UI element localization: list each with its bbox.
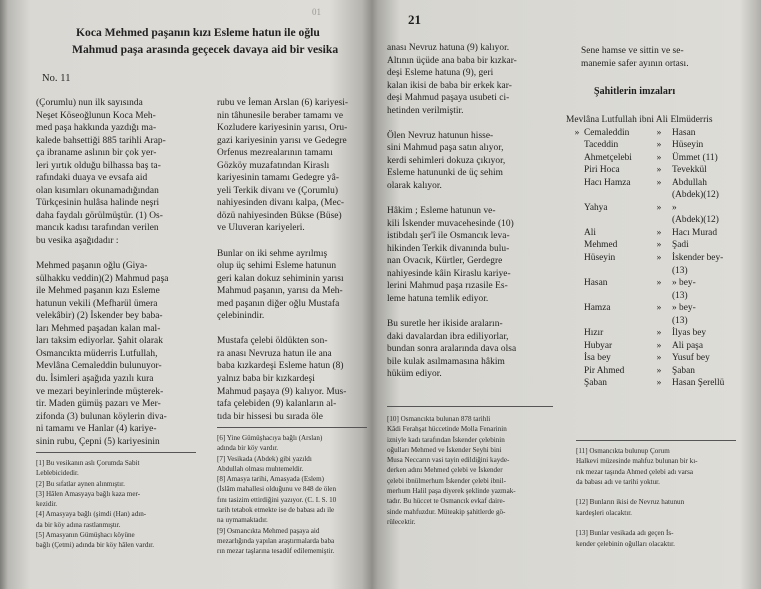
text-line: bundan sonra aralarında dava olsa xyxy=(387,344,517,355)
right-column-2-footnotes xyxy=(576,446,698,549)
father-name: (Abdek)(12) xyxy=(672,190,719,201)
text-line xyxy=(387,305,517,318)
ditto-mark xyxy=(646,290,672,303)
title-line-1: Koca Mehmed paşanın kızı Esleme hatun ile oğlu xyxy=(76,26,320,39)
text-line: dözü nahiyesinden Bükse (Büse) xyxy=(217,210,342,221)
text-line: med paşanın diğer oğlu Mustafa xyxy=(217,298,340,309)
ditto-mark xyxy=(570,265,584,278)
page-number: 21 xyxy=(408,12,421,27)
text-line: leri yırtık olduğu bilhassa baş ta- xyxy=(36,160,161,171)
witness-name: Ahmetçelebi xyxy=(584,152,632,163)
ditto-mark: » xyxy=(656,340,662,351)
text-line: velekâbir) (2) İskender bey baba- xyxy=(36,311,163,322)
text-line: ile Mehmed paşanın kızı Esleme xyxy=(36,286,160,297)
father-name: » bey- xyxy=(672,303,696,314)
text-line: Osmancıkta müderris Lutfullah, xyxy=(36,348,158,359)
ditto-mark xyxy=(570,365,584,378)
text-line xyxy=(217,235,348,248)
date-line-1: Sene hamse ve sittin ve se- xyxy=(581,46,684,56)
witness-name: Hubyar xyxy=(584,340,613,351)
text-line: deşi Mahmud paşaya usubeti ci- xyxy=(387,93,510,104)
document-title xyxy=(72,24,338,58)
witness-row xyxy=(570,302,752,315)
text-line: ve mezari beyinlerinde müşterek- xyxy=(36,386,164,397)
text-line: du. İsimleri aşağıda yazılı kura xyxy=(36,374,154,385)
text-line: ve Uluveran kariyeleri. xyxy=(217,223,305,234)
ditto-mark: » xyxy=(656,177,662,188)
text-line xyxy=(387,117,517,130)
text-line: Mehmed paşanın oğlu (Giya- xyxy=(36,261,148,272)
footnote-line: da bir köy adına rastlanmıştır. xyxy=(36,520,121,529)
father-name: (13) xyxy=(672,315,688,326)
text-line: nin tâhunesile beraber tamamı ve xyxy=(217,110,344,121)
text-line: nahiyesinde kâin Kiraslu kariye- xyxy=(387,268,511,279)
witness-row xyxy=(570,152,752,165)
footnote-line: [11] Osmancıkta bulunup Çorum xyxy=(576,447,670,455)
ditto-mark: » xyxy=(656,140,662,151)
ditto-mark xyxy=(570,377,584,390)
witness-row xyxy=(570,239,752,252)
ditto-mark: » xyxy=(574,127,580,138)
text-line: lerini Mahmud paşa rızasile Es- xyxy=(387,281,508,292)
text-line: Türkçesinin hulâsa halinde neşri xyxy=(36,198,160,209)
text-line: ları Mehmed paşadan kalan mal- xyxy=(36,323,161,334)
text-line: yeli Terkik divanı ve (Çorumlu) xyxy=(217,185,339,196)
ditto-mark: » xyxy=(656,240,662,251)
text-line: istibdalı şer'î ile Osmancık leva- xyxy=(387,231,510,242)
ditto-mark xyxy=(646,265,672,278)
text-line xyxy=(36,248,169,261)
father-name: Hüseyin xyxy=(672,140,704,151)
witness-name: Pir Ahmed xyxy=(584,365,625,376)
text-line: Altının üçüde ana baba bir kızkar- xyxy=(387,55,517,66)
ditto-mark: » xyxy=(656,152,662,163)
witness-name: Hamza xyxy=(584,303,611,314)
left-column-1-footnotes xyxy=(36,458,154,551)
ditto-mark xyxy=(570,290,584,303)
text-line: Mevlâna Cemaleddin bulunuyor- xyxy=(36,361,162,372)
text-line: med paşa hakkında yazdığı ma- xyxy=(36,123,157,134)
footnote-line: kender çelebinin oğulları olacaktır. xyxy=(576,539,675,548)
text-line: ça ibraname aslının bir çok yer- xyxy=(36,148,157,159)
father-name: Abdullah xyxy=(672,177,707,188)
footnote-line: oğulları Mehmed ve İskender Seyhi bini xyxy=(387,445,502,454)
document-number: No. 11 xyxy=(42,73,71,84)
witness-name: Yahya xyxy=(584,202,608,213)
text-line: nahiyesinden divanı kalpa, (Mec- xyxy=(217,198,345,209)
footnote-line: na uymamaktadır. xyxy=(217,516,268,525)
text-line: ları taksim ediyorlar. Şahit olarak xyxy=(36,336,163,347)
text-line: bile kulak asılmamasına hâkim xyxy=(387,356,505,367)
footnote-line: rın mezar taşlarına tesadüf edilememiştir. xyxy=(217,547,335,556)
ditto-mark: » xyxy=(656,378,662,389)
ditto-mark xyxy=(646,315,672,328)
text-line: hetinden verilmiştir. xyxy=(387,105,464,116)
ditto-mark xyxy=(570,252,584,265)
right-column-1-footnotes xyxy=(387,414,516,527)
ditto-mark: » xyxy=(656,303,662,314)
text-line: çelebinindir. xyxy=(217,311,265,322)
witness-name xyxy=(584,265,646,278)
footnote-divider xyxy=(576,440,736,441)
right-column-1 xyxy=(387,42,517,381)
witness-row xyxy=(570,164,752,177)
text-line: Orfenus mezrealarının tamamı xyxy=(217,148,333,159)
text-line: Hâkim ; Esleme hatunun ve- xyxy=(387,206,496,217)
text-line: olarak kalıyor. xyxy=(387,181,442,192)
text-line: kili İskender muvacehesinde (10) xyxy=(387,218,514,229)
father-name: » xyxy=(672,202,677,213)
text-line: Esleme hatununki de üç sehim xyxy=(387,168,503,179)
footnote-line: Leblebicidedir. xyxy=(36,469,79,478)
witness-row xyxy=(570,365,752,378)
text-line: (Çorumlu) nun ilk sayısında xyxy=(36,98,143,108)
ditto-mark: » xyxy=(656,227,662,238)
witness-name xyxy=(584,189,646,202)
text-line: Mahmud paşaya (9) kalıyor. Mus- xyxy=(217,386,347,397)
witness-row xyxy=(570,139,752,152)
ditto-mark xyxy=(570,302,584,315)
ditto-mark xyxy=(570,152,584,165)
text-line: bu vesika aşağıdadır : xyxy=(36,236,119,247)
witness-row xyxy=(570,327,752,340)
witness-name xyxy=(584,290,646,303)
text-line: hatunun vekili (Mefharül ümera xyxy=(36,298,158,309)
footnote-line: [2] Bu sıfatlar aynen alınmıştır. xyxy=(36,479,125,488)
text-line: tıda bir hissesi bu sırada öle xyxy=(217,411,323,422)
ditto-mark xyxy=(570,164,584,177)
father-name: Şadi xyxy=(672,240,689,251)
text-line: anası Nevruz hatuna (9) kalıyor. xyxy=(387,43,510,53)
ditto-mark xyxy=(646,189,672,202)
text-line: leme hatuna temlik ediyor. xyxy=(387,293,489,304)
witness-name: Cemaleddin xyxy=(584,127,630,138)
father-name: Tevekkül xyxy=(672,165,707,176)
footnote-line xyxy=(576,487,698,497)
footnote-line: adında bir köy vardır. xyxy=(217,444,279,453)
footnote-line: fını tasizim ettirdiğini yazıyor. (C. I. S. 10 xyxy=(217,495,337,504)
ditto-mark xyxy=(570,202,584,215)
father-name: İlyas bey xyxy=(672,328,707,339)
footnote-line: mezarlığında yapılan araştırmalarda baba xyxy=(217,536,335,545)
footnote-line: kardeşleri olacaktır. xyxy=(576,508,632,517)
title-line-2: Mahmud paşa arasında geçecek davaya aid bir vesika xyxy=(72,43,339,56)
text-line: rafındaki duaya ve evsafa aid xyxy=(36,173,148,184)
footnote-line: (İslâm mahallesi olduğunu ve 848 de ölen xyxy=(217,485,336,494)
ditto-mark xyxy=(570,239,584,252)
text-line: sülhakku veddin)(2) Mahmud paşa xyxy=(36,273,169,284)
text-line: kerdi sehimleri dokuza çıkıyor, xyxy=(387,155,506,166)
left-column-2 xyxy=(217,97,348,423)
text-line: hikinden Terkik divanında bulu- xyxy=(387,243,510,254)
footnote-line: da babası adı ve tarihi yoktur. xyxy=(576,477,660,486)
ditto-mark: » xyxy=(656,202,662,213)
footnote-line: [7] Vesikada (Abdek) gibi yazıldı xyxy=(217,454,312,463)
footnote-line: [10] Osmancıkta bulunan 878 tarihli xyxy=(387,415,491,423)
footnote-line: [6] Yine Gümüşhacıya bağlı (Arslan) xyxy=(217,434,323,442)
footnote-line: merhum Halil paşa diyerek şeklinde yazmak- xyxy=(387,487,516,496)
footnote-line: Kâdi Ferahşat hüccetinde Molla Fenarinin xyxy=(387,425,507,434)
text-line: sinin rubu, Çepni (5) kariyesinin xyxy=(36,436,160,447)
witness-row xyxy=(570,352,752,365)
text-line: deşi Esleme hatuna (9), geri xyxy=(387,68,494,79)
witness-row xyxy=(570,290,752,303)
left-page xyxy=(0,0,370,589)
ditto-mark: » xyxy=(656,165,662,176)
left-column-2-footnotes xyxy=(217,433,336,557)
text-line: nan Ovacık, Kürtler, Gerdegre xyxy=(387,256,503,267)
footnote-line: çelebi ibnülmerhum İskender çelebi ibnil- xyxy=(387,476,506,485)
footnote-line: [8] Amasya tarihi, Amasyada (Eslem) xyxy=(217,475,324,484)
witness-name: Taceddin xyxy=(584,140,619,151)
ditto-mark xyxy=(570,340,584,353)
ditto-mark: » xyxy=(656,365,662,376)
text-line: tafa çelebiden (9) kalanların al- xyxy=(217,399,337,410)
text-line xyxy=(387,193,517,206)
witness-name: Piri Hoca xyxy=(584,165,620,176)
text-line: daha faydalı görülmüştür. (1) Os- xyxy=(36,210,163,221)
text-line: gazi kariyesinin yarısı ve Gedegre xyxy=(217,135,347,146)
footnote-line: [1] Bu vesikanın aslı Çorumda Sabit xyxy=(36,459,140,467)
witness-name xyxy=(584,214,646,227)
ditto-mark xyxy=(570,177,584,190)
text-line: yalnız baba bir kızkardeşi xyxy=(217,374,315,385)
footnote-line: [4] Amasyaya bağlı (şimdi (Han) adın- xyxy=(36,510,147,519)
ditto-mark: » xyxy=(656,353,662,364)
witness-name xyxy=(584,315,646,328)
text-line: olup üç sehimi Esleme hatunun xyxy=(217,261,337,272)
father-name: Hasan xyxy=(672,127,696,138)
text-line: Gözköy muzafatından Kiraslı xyxy=(217,160,330,171)
father-name: İskender bey- xyxy=(672,252,724,263)
witness-name: Hızır xyxy=(584,328,604,339)
father-name: Hacı Murad xyxy=(672,227,718,238)
text-line: Neşet Köseoğlunun Koca Meh- xyxy=(36,110,156,121)
text-line: daki davalardan ibra ediliyorlar, xyxy=(387,331,509,342)
witness-name: Hüseyin xyxy=(584,252,616,263)
father-name: Hasan Şerellü xyxy=(672,378,725,389)
text-line: mancık kadısı tarafından verilen xyxy=(36,223,159,234)
footnote-line: [3] Hâlen Amasyaya bağlı kaza mer- xyxy=(36,489,141,498)
footnote-line: [9] Osmancıkta Mehmed paşaya aid xyxy=(217,526,320,535)
father-name: Ümmet (11) xyxy=(672,152,718,163)
ditto-mark xyxy=(570,189,584,202)
ditto-mark: » xyxy=(656,328,662,339)
footnote-line: tarih tetabok etmekte ise de babası adı ile xyxy=(217,506,335,515)
footnote-line: Musa Neccarın vasi tayin edildiğini kayde- xyxy=(387,456,510,465)
ditto-mark xyxy=(570,352,584,365)
footnote-line: rık mezar taşında Ahmed çelebi adı varsa xyxy=(576,467,693,476)
witness-row xyxy=(570,177,752,190)
witness-name: Şaban xyxy=(584,378,607,389)
ditto-mark xyxy=(570,277,584,290)
witness-heading: Şahitlerin imzaları xyxy=(594,86,676,97)
text-line: Bunlar on iki sehme ayrılmış xyxy=(217,248,328,259)
witness-name: Ali xyxy=(584,227,596,238)
text-line: Ölen Nevruz hatunun hisse- xyxy=(387,130,494,141)
text-line: Mahmud paşanın, yarısı da Meh- xyxy=(217,286,343,297)
text-line: Bu suretle her ikiside araların- xyxy=(387,319,503,330)
father-name: (13) xyxy=(672,265,688,276)
footnote-divider xyxy=(36,452,196,453)
right-page xyxy=(376,0,761,589)
ditto-mark xyxy=(570,214,584,227)
footnote-line: Halkevi müzesinde mahfuz bulunan bir kı- xyxy=(576,457,698,466)
text-line: hüküm ediyor. xyxy=(387,369,442,380)
text-line xyxy=(217,323,348,336)
witness-row xyxy=(570,265,752,278)
witness-name: Mehmed xyxy=(584,240,618,251)
left-column-1 xyxy=(36,97,169,448)
text-line: kalan ikisi de baba bir erkek kar- xyxy=(387,80,512,91)
ditto-mark xyxy=(570,327,584,340)
text-line: zifonda (3) bulunan köylerin diva- xyxy=(36,411,167,422)
father-name: » bey- xyxy=(672,278,696,289)
text-line: baba kızkardeşi Esleme hatun (8) xyxy=(217,361,344,372)
witness-row xyxy=(570,227,752,240)
text-line: rubu ve İeman Arslan (6) kariyesi- xyxy=(217,98,349,108)
witness-name: Hacı Hamza xyxy=(584,177,631,188)
text-line: Mustafa çelebi öldükten son- xyxy=(217,336,328,347)
ditto-mark: » xyxy=(656,127,662,138)
ditto-mark: » xyxy=(656,252,662,263)
ditto-mark xyxy=(646,214,672,227)
witness-row xyxy=(570,315,752,328)
footnote-divider xyxy=(387,406,553,407)
footnote-line: rülecektir. xyxy=(387,517,416,526)
footnote-line: Abdullah olması muhtemeldir. xyxy=(217,464,304,473)
text-line: geri kalan dokuz sehiminin yarısı xyxy=(217,273,344,284)
witness-row xyxy=(570,340,752,353)
witness-name: İsa bey xyxy=(584,353,611,364)
footnote-divider xyxy=(217,427,367,428)
footnote-line: kezidir. xyxy=(36,500,58,509)
running-head: 01 xyxy=(312,7,322,17)
ditto-mark xyxy=(570,227,584,240)
footnote-line: izniyle kadı tarafından İskender çelebinin xyxy=(387,435,505,444)
footnote-line: bağlı (Çetmi) adında bir köy hâlen vardır. xyxy=(36,541,154,550)
ditto-mark xyxy=(570,315,584,328)
witness-row xyxy=(570,277,752,290)
witness-name: Hasan xyxy=(584,278,608,289)
ditto-mark: » xyxy=(656,278,662,289)
text-line: sini Mahmud paşa satın alıyor, xyxy=(387,143,504,154)
text-line: ra anası Nevruza hatun ile ana xyxy=(217,348,332,359)
footnote-line: sinde mahfuzdur. Müteakip şahitlerde gö- xyxy=(387,507,506,516)
text-line: Kozludere kariyesinin yarısı, Oru- xyxy=(217,123,348,134)
document-date xyxy=(581,45,689,70)
footnote-line xyxy=(576,518,698,528)
text-line: olan kısımları okunamadığından xyxy=(36,185,159,196)
text-line: kariyesinin tamamı Gedegre yâ- xyxy=(217,173,340,184)
father-name: (Abdek)(12) xyxy=(672,215,719,226)
footnote-line: derken adını Mehmed çelebi ve İskender xyxy=(387,466,503,475)
witness-row xyxy=(570,377,752,390)
witness-list xyxy=(570,127,752,390)
witness-first-line: Mevlâna Lutfullah ibni Ali Elmüderris xyxy=(566,115,713,125)
footnote-line: tadır. Bu hüccet te Osmancık evkaf daire- xyxy=(387,497,505,506)
text-line: ni tamamı ve Hanlar (4) kariye- xyxy=(36,424,157,435)
witness-row xyxy=(570,127,752,140)
footnote-line: [13] Bunlar vesikada adı geçen İs- xyxy=(576,529,674,538)
father-name: (13) xyxy=(672,290,688,301)
footnote-line: [12] Bunların ikisi de Nevruz hatunun xyxy=(576,498,685,507)
witness-row xyxy=(570,214,752,227)
father-name: Yusuf bey xyxy=(672,353,710,364)
witness-row xyxy=(570,252,752,265)
footnote-line: [5] Amasyanın Gümüşhacı köyüne xyxy=(36,531,135,540)
witness-row xyxy=(570,202,752,215)
text-line: tir. Maden gümüş pazarı ve Mer- xyxy=(36,399,161,410)
text-line: kalede bahsettiği 885 tarihli Arap- xyxy=(36,135,166,146)
witness-row xyxy=(570,189,752,202)
date-line-2: manemie safer ayının ortası. xyxy=(581,58,689,69)
father-name: Ali paşa xyxy=(672,340,703,351)
father-name: Şaban xyxy=(672,365,695,376)
ditto-mark xyxy=(570,139,584,152)
